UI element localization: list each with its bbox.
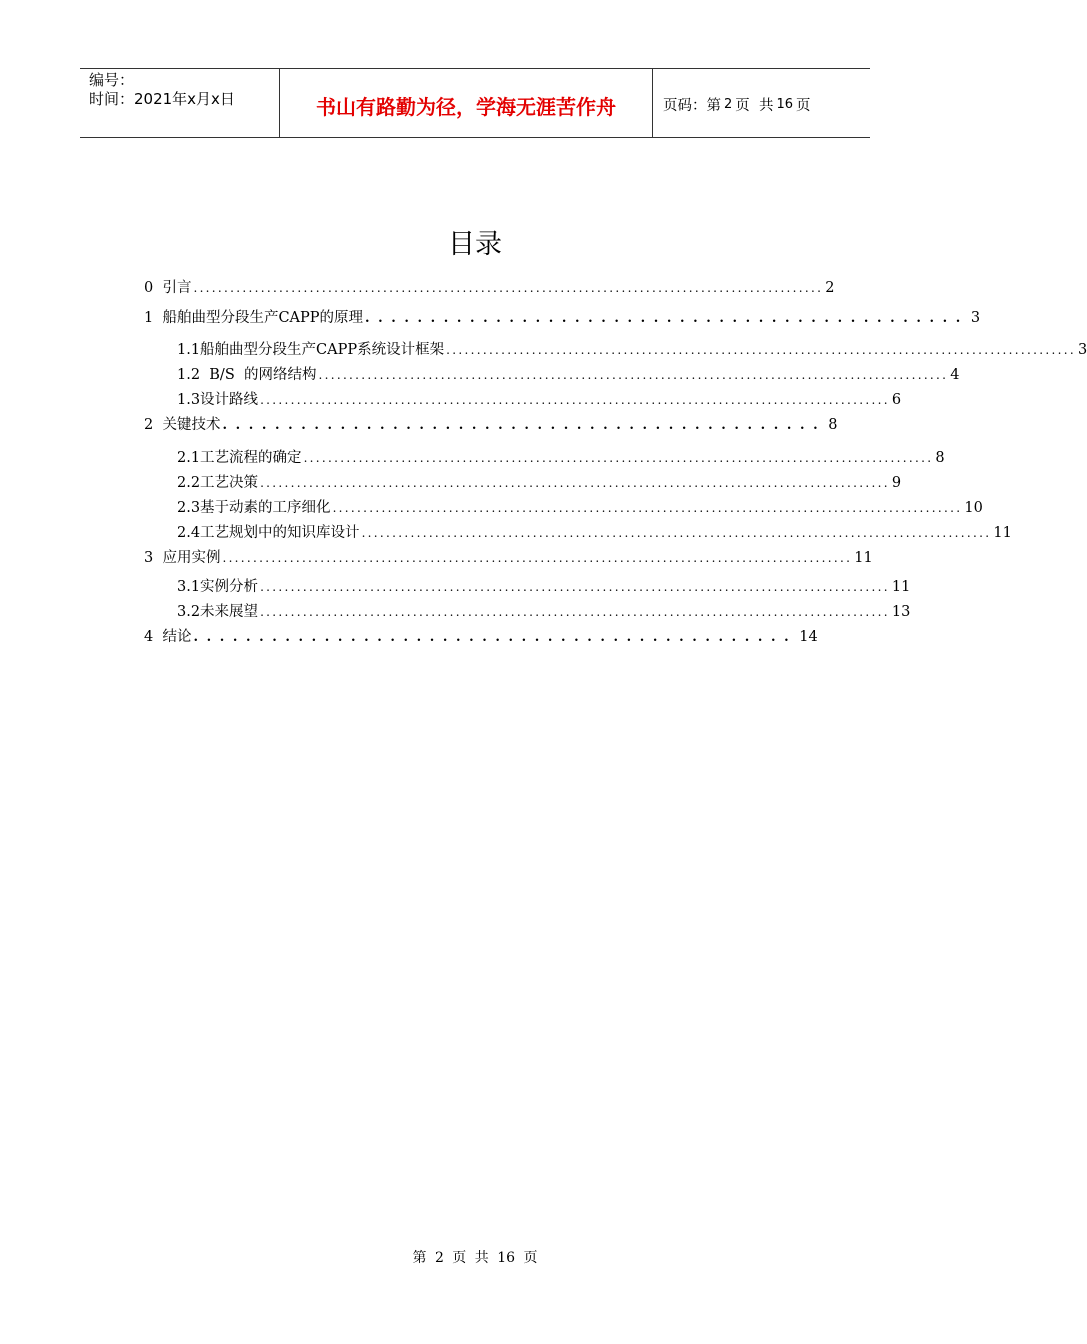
toc-entry-label: 4 结论 bbox=[144, 629, 192, 645]
toc-entry[interactable] bbox=[144, 548, 873, 568]
toc-leader: ....................................................................................................... bbox=[260, 393, 890, 407]
toc-leader: .............................................. bbox=[365, 311, 969, 326]
header-info-cell bbox=[80, 69, 280, 137]
toc-entry[interactable] bbox=[177, 577, 911, 597]
toc-leader: ....................................................................................................... bbox=[260, 476, 890, 490]
toc-leader: ....................................................................................................... bbox=[446, 343, 1076, 357]
toc-leader: ....................................................................................................... bbox=[361, 526, 992, 540]
toc-leader: .............................................. bbox=[193, 630, 798, 645]
toc-entry-page: 9 bbox=[891, 475, 902, 491]
toc-entry-page: 13 bbox=[891, 604, 911, 620]
toc-entry-page: 3 bbox=[970, 310, 981, 326]
toc-entry-label: 2.1工艺流程的确定 bbox=[177, 450, 302, 466]
toc-entry-page: 3 bbox=[1077, 342, 1087, 358]
header-table bbox=[80, 68, 870, 138]
toc-entry-page: 8 bbox=[935, 450, 945, 466]
toc-leader: ....................................................................................................... bbox=[193, 281, 824, 295]
toc-entry-label: 1.3设计路线 bbox=[177, 392, 259, 408]
toc-leader: .............................................. bbox=[222, 418, 827, 433]
toc-entry[interactable] bbox=[177, 523, 1012, 543]
toc-entry-page: 2 bbox=[825, 280, 835, 296]
toc-entry-label: 3.2未来展望 bbox=[177, 604, 259, 620]
toc-entry-page: 11 bbox=[854, 550, 873, 566]
toc-entry-page: 11 bbox=[993, 525, 1012, 541]
toc-entry-label: 1 船舶曲型分段生产CAPP的原理 bbox=[144, 310, 364, 326]
toc-entry[interactable] bbox=[177, 498, 983, 518]
header-motto: 书山有路勤为径，学海无涯苦作舟 bbox=[280, 69, 653, 137]
toc-entry[interactable] bbox=[177, 473, 902, 493]
toc-entry[interactable] bbox=[177, 340, 1087, 360]
toc-entry-label: 2.4工艺规划中的知识库设计 bbox=[177, 525, 360, 541]
toc-entry[interactable] bbox=[177, 602, 911, 622]
page-footer: 第 2 页 共 16 页 bbox=[412, 1250, 538, 1266]
page-current: 2 bbox=[724, 96, 733, 112]
toc-leader: ....................................................................................................... bbox=[260, 605, 890, 619]
toc-leader: ....................................................................................................... bbox=[303, 451, 934, 465]
toc-entry-label: 3.1实例分析 bbox=[177, 579, 259, 595]
toc-entry-label: 0 引言 bbox=[144, 280, 192, 296]
page-mid: 页 共 bbox=[735, 97, 774, 114]
toc-entry[interactable] bbox=[144, 308, 981, 328]
toc-entry-label: 2 关键技术 bbox=[144, 417, 221, 433]
toc-entry-page: 10 bbox=[964, 500, 983, 516]
toc-entry-label: 1.1船舶曲型分段生产CAPP系统设计框架 bbox=[177, 342, 445, 358]
toc-title: 目录 bbox=[448, 229, 502, 260]
toc-entry-label: 1.2 B/S 的网络结构 bbox=[177, 367, 317, 383]
toc-entry-page: 4 bbox=[950, 367, 960, 383]
header-page-info bbox=[653, 69, 870, 137]
time-label: 时间：2021年x月x日 bbox=[89, 90, 235, 108]
toc-leader: ....................................................................................................... bbox=[318, 368, 949, 382]
toc-entry[interactable] bbox=[144, 415, 838, 435]
toc-entry[interactable] bbox=[144, 278, 835, 298]
toc-entry-label: 2.3基于动素的工序细化 bbox=[177, 500, 331, 516]
toc-entry-page: 6 bbox=[891, 392, 902, 408]
page-total: 16 bbox=[776, 96, 794, 112]
toc-leader: ....................................................................................................... bbox=[260, 580, 890, 594]
toc-leader: ....................................................................................................... bbox=[332, 501, 963, 515]
toc-leader: ....................................................................................................... bbox=[222, 551, 853, 565]
toc-entry-page: 8 bbox=[828, 417, 838, 433]
number-label: 编号： bbox=[89, 71, 135, 89]
toc-entry-page: 11 bbox=[891, 579, 911, 595]
toc-entry-page: 14 bbox=[799, 629, 818, 645]
toc-entry[interactable] bbox=[177, 365, 960, 385]
page-suffix: 页 bbox=[796, 97, 811, 114]
toc-entry-label: 2.2工艺决策 bbox=[177, 475, 259, 491]
toc-entry[interactable] bbox=[144, 627, 818, 647]
page-prefix: 页码：第 bbox=[663, 97, 721, 114]
toc-entry-label: 3 应用实例 bbox=[144, 550, 221, 566]
toc-entry[interactable] bbox=[177, 390, 902, 410]
toc-entry[interactable] bbox=[177, 448, 945, 468]
